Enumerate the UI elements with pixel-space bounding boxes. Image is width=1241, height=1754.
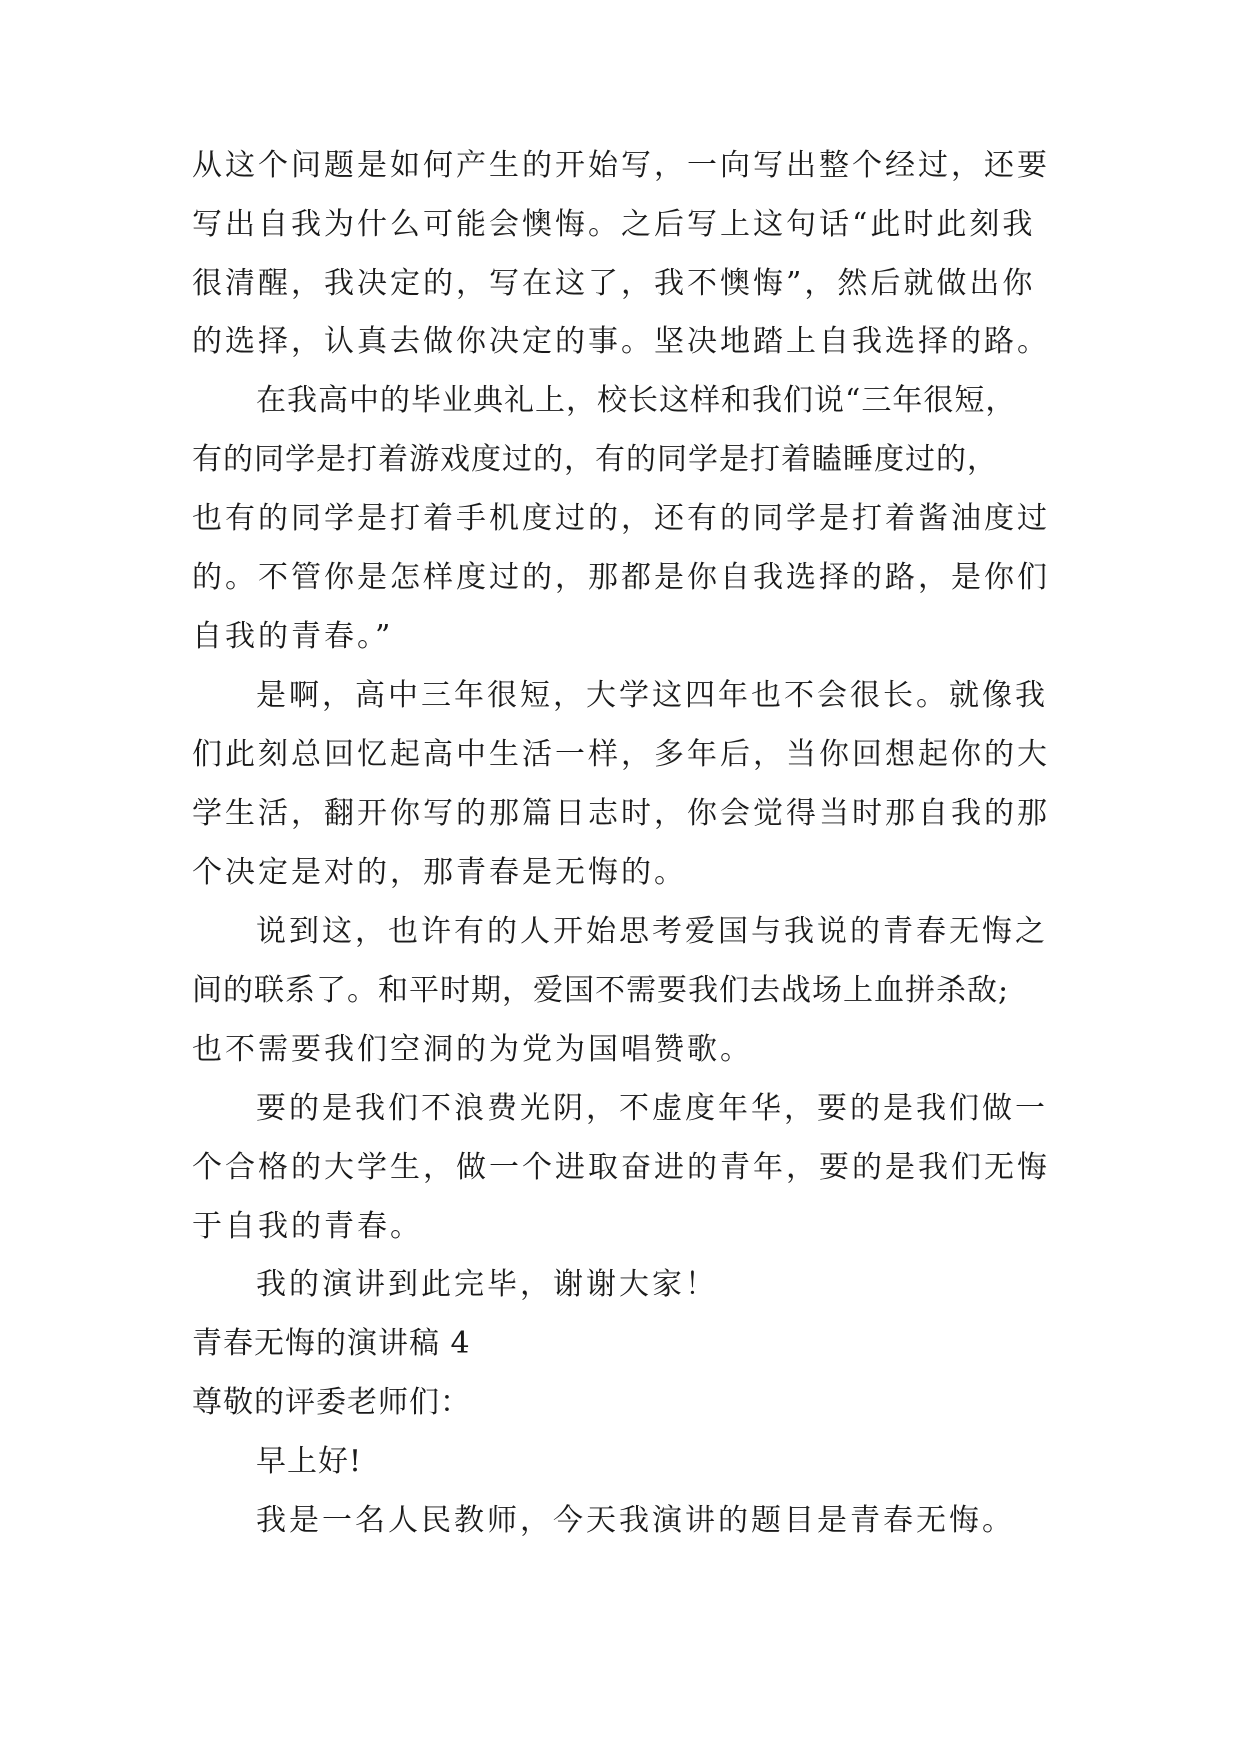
paragraph-line: 是啊，高中三年很短，大学这四年也不会很长。就像我: [256, 678, 1048, 713]
paragraph-line: 学生活，翻开你写的那篇日志时，你会觉得当时那自我的那: [192, 796, 1050, 831]
paragraph-line: 也有的同学是打着手机度过的，还有的同学是打着酱油度过: [192, 501, 1050, 536]
paragraph-line: 个决定是对的，那青春是无悔的。: [192, 855, 687, 890]
greeting: 早上好!: [256, 1444, 363, 1479]
paragraph-line: 在我高中的毕业典礼上，校长这样和我们说“三年很短，: [256, 383, 1017, 418]
paragraph-line: 有的同学是打着游戏度过的，有的同学是打着瞌睡度过的，: [192, 442, 998, 477]
paragraph-line: 自我的青春。”: [192, 619, 394, 654]
paragraph-line: 很清醒，我决定的，写在这了，我不懊悔”，然后就做出你: [192, 266, 1036, 301]
paragraph-line: 要的是我们不浪费光阴，不虚度年华，要的是我们做一: [256, 1091, 1048, 1126]
paragraph-line: 间的联系了。和平时期，爱国不需要我们去战场上血拼杀敌;: [192, 973, 1010, 1008]
paragraph-line: 于自我的青春。: [192, 1209, 423, 1244]
paragraph-line: 的选择，认真去做你决定的事。坚决地踏上自我选择的路。: [192, 324, 1050, 359]
paragraph-line: 我是一名人民教师，今天我演讲的题目是青春无悔。: [256, 1503, 1015, 1538]
paragraph-line: 的。不管你是怎样度过的，那都是你自我选择的路，是你们: [192, 560, 1050, 595]
salutation: 尊敬的评委老师们：: [192, 1385, 471, 1420]
closing-line: 我的演讲到此完毕，谢谢大家！: [256, 1267, 718, 1302]
paragraph-line: 们此刻总回忆起高中生活一样，多年后，当你回想起你的大: [192, 737, 1050, 772]
paragraph-line: 个合格的大学生，做一个进取奋进的青年，要的是我们无悔: [192, 1150, 1050, 1185]
paragraph-line: 从这个问题是如何产生的开始写，一向写出整个经过，还要: [192, 148, 1050, 183]
section-heading: 青春无悔的演讲稿 4: [192, 1326, 471, 1361]
paragraph-line: 说到这，也许有的人开始思考爱国与我说的青春无悔之: [256, 914, 1048, 949]
paragraph-line: 也不需要我们空洞的为党为国唱赞歌。: [192, 1032, 753, 1067]
paragraph-line: 写出自我为什么可能会懊悔。之后写上这句话“此时此刻我: [192, 207, 1036, 242]
